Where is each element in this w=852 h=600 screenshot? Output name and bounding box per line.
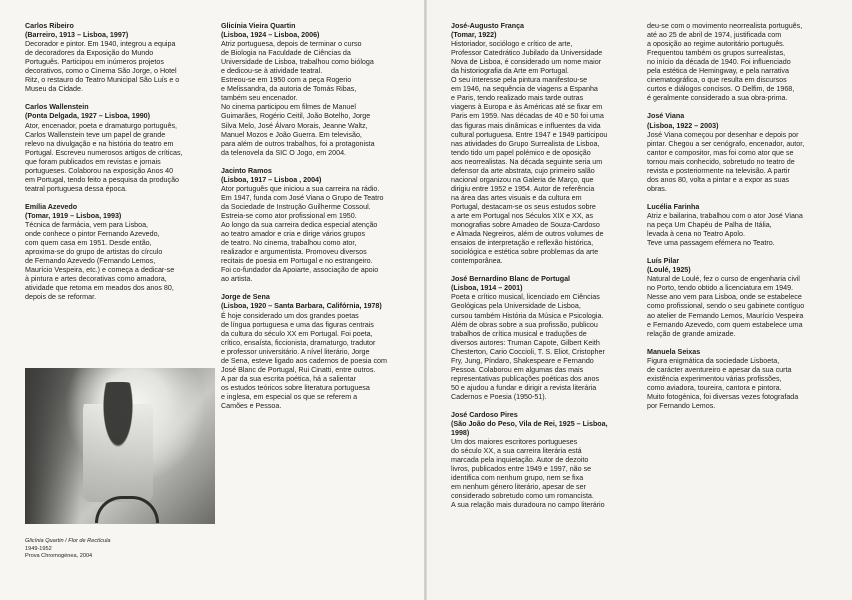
entry-bio: Atriz portuguesa, depois de terminar o curso de Biologia na Faculdade de Ciências da Universidade de Lisboa, trabalhou como bióloga e dedicou-se à atividade teatral. Estreou-se em 1950 com a peça Rogerio e Melissandra, da autoria de Tomás Ribas, também seu encenador. No cinema participou em filmes de Manuel Guimarães, Rogério Ceitil, João Botelho, Jorge Silva Melo, José Álvaro Morais, Jeanne Waltz, Manuel Mozos e João Guerra. Em televisão, para além de outros trabalhos, foi a protagonista da telenovela da SIC O Jogo, em 2004. [221, 40, 375, 157]
entry-bio: Poeta e crítico musical, licenciado em Ciências Geológicas pela Universidade de Lisboa, cursou também História da Música e Psicologia. Além de obras sobre a sua profissão, publicou trabalhos de crítica musical e traduções de diversos autores: Truman Capote, Gilbert Keith Chesterton, Cario Coccioli, T. S. Eliot, Cristopher Fry, Jung, Píndaro, Shakespeare e Fernando Pessoa. Colaborou em algumas das mais representativas publicações poéticas dos anos 50 e ajudou a fundar e dirigir a revista literária Cadernos e Poesia (1950-51). [451, 293, 605, 401]
caption-title: Glicínia Quartin / Flor de Rectícula [25, 538, 111, 544]
bio-entry-emilia-azevedo [25, 203, 217, 303]
bio-entry-jorge-de-sena [221, 293, 417, 411]
entry-bio: Natural de Loulé, fez o curso de engenharia civil no Porto, tendo obtido a licenciatura em 1949. Nesse ano vem para Lisboa, onde se estabelece como profissional, sendo o seu gabinete contíguo ao atelier de Fernando Lemos, Maurício Vespeira e Fernando Azevedo, com quem estabelece uma relação de grande amizade. [647, 275, 805, 338]
entry-dates: (Tomar, 1922) [451, 31, 497, 40]
entry-name: Glicínia Vieira Quartin [221, 22, 296, 30]
entry-name: Jacinto Ramos [221, 166, 272, 175]
entry-dates: (Lisboa, 1924 – Lisboa, 2006) [221, 31, 320, 40]
bio-entry-lucelia-farinha [647, 203, 839, 248]
photograph [25, 368, 215, 524]
bio-entry-carlos-ribeiro [25, 22, 217, 94]
entry-bio: Decorador e pintor. Em 1940, integrou a equipa de decoradores da Exposição do Mundo Português. Participou em inúmeros projetos decorativos, como o Cinema São Jorge, o Hotel Ritz, o restauro do Teatro Municipal São Luís e o Museu da Cidade. [25, 40, 180, 94]
caption-years: 1949-1952 [25, 545, 52, 552]
bio-entry-blanc-de-portugal [451, 275, 641, 402]
entry-bio: Atriz e bailarina, trabalhou com o ator José Viana na peça Um Chapéu de Palha de Itália, levada à cena no Teatro Apolo. Teve uma passagem efémera no Teatro. [647, 211, 803, 248]
entry-name: José-Augusto França [451, 22, 525, 30]
column-3 [451, 22, 641, 520]
bio-entry-luis-pilar [647, 257, 839, 338]
entry-dates: (Ponta Delgada, 1927 – Lisboa, 1990) [25, 112, 151, 121]
entry-dates: (Lisboa, 1914 – 2001) [451, 284, 523, 293]
bio-entry-carlos-wallenstein [25, 103, 217, 193]
photo-caption [25, 538, 215, 561]
column-1 [25, 22, 217, 312]
entry-bio: Figura enigmática da sociedade Lisboeta, de carácter aventureiro e apesar da sua curta existência experimentou várias profissões, como aviadora, toureira, cantora e pintora. Muito fotogénica, foi diversas vezes fotografada por Fernando Lemos. [647, 356, 799, 410]
entry-name: José Cardoso Pires [451, 411, 518, 420]
bio-entry-jose-viana [647, 112, 839, 193]
caption-print: Prova Chromogénea, 2004 [25, 553, 93, 560]
entry-bio: É hoje considerado um dos grandes poetas de língua portuguesa e uma das figuras centrais da cultura do século XX em Portugal. Foi poeta, crítico, ensaísta, ficcionista, dramaturgo, tradutor e professor universitário. A nível literário, Jorge de Sena, esteve ligado aos cadernos de poesia com José Blanc de Portugal, Rui Cinatti, entre outros. A par da sua escrita poética, há a salientar os estudos teóricos sobre literatura portuguesa e inglesa, em especial os que se referem a Camões e Pessoa. [221, 311, 387, 410]
column-2 [221, 22, 417, 420]
bio-entry-glicinia-quartin [221, 22, 417, 158]
bio-entry-manuela-seixas [647, 348, 839, 411]
entry-dates: (São João do Peso, Vila de Rei, 1925 – Lisboa, 1998) [451, 420, 608, 438]
entry-name: Manuela Seixas [647, 347, 701, 356]
bio-entry-jacinto-ramos [221, 167, 417, 285]
entry-bio: Técnica de farmácia, vem para Lisboa, onde conhece o pintor Fernando Azevedo, com quem casa em 1951. Desde então, aproxima-se do grupo de artistas do círculo de Fernando Azevedo (Fernando Lemos, Maurício Vespeira, etc.) e começa a dedicar-se à pintura e artes decorativas como amadora, atividade que retoma em meados dos anos 80, depois de se reformar. [25, 221, 175, 302]
bio-entry-jose-augusto-franca [451, 22, 641, 266]
entry-dates: (Lisboa, 1917 – Lisboa , 2004) [221, 175, 322, 184]
photo-shadow [25, 368, 80, 524]
entry-name: Jorge de Sena [221, 293, 270, 302]
entry-bio: Historiador, sociólogo e crítico de arte, Professor Catedrático Jubilado da Universidade Nova de Lisboa, é considerado um nome maior da historiografia da Arte em Portugal. O seu interesse pela pintura manifestou-se em 1946, na sequência de viagens a Espanha e Paris, tendo realizado mais tarde outras viagens à Europa e às Américas até se fixar em Paris em 1959. Nas décadas de 40 e 50 foi uma das figuras mais dinâmicas e influentes da vida cultural portuguesa. Entre 1947 e 1949 participou nas atividades do Grupo Surrealista de Lisboa, tendo tido um papel polémico e de oposição aos neorrealistas. Na década seguinte seria um defensor da arte abstrata, cujo primeiro salão nacional organizou na Galeria de Março, que dirigiu entre 1952 e 1954. Autor de referência na área das artes visuais e da cultura em Portugal, destacam-se os seus estudos sobre a arte em Portugal nos Séculos XIX e XX, as monografias sobre Amadeo de Souza-Cardoso e Almada Negreiros, além de outros volumes de ensaios de interpretação e reflexão histórica, sociológica e estética sobre problemas da arte contemporânea. [451, 40, 608, 266]
entry-dates: (Lisboa, 1922 – 2003) [647, 121, 719, 130]
entry-bio: deu-se com o movimento neorrealista português, até ao 25 de abril de 1974, justificada com a oposição ao regime autoritário português. Frequentou também os grupos surrealistas, no início da década de 1940. Foi influenciado pela estética de Hemingway, e pela narrativa cinematográfica, o que resulta em discursos curtos e diálogos concisos. O Delfim, de 1968, é geralmente considerado a sua obra-prima. [647, 22, 803, 103]
entry-dates: (Tomar, 1919 – Lisboa, 1993) [25, 211, 122, 220]
bio-entry-cardoso-pires-continued [647, 22, 839, 103]
page-fold [424, 0, 427, 600]
entry-dates: (Loulé, 1925) [647, 266, 691, 275]
entry-name: José Viana [647, 112, 685, 121]
entry-bio: Ator, encenador, poeta e dramaturgo português, Carlos Wallenstein teve um papel de grande relevo na divulgação e na história do teatro em Portugal. Escreveu numerosos artigos de críticas, que foram publicados em revistas e jornais portugueses. Colaborou na exposição Anos 40 em Portugal, tendo feito a pesquisa da produção teatral portuguesa dessa época. [25, 121, 183, 193]
entry-bio: Um dos maiores escritores portugueses do século XX, a sua carreira literária está marcada pela inquietação. Autor de dezoito livros, publicados entre 1949 e 1997, não se identifica com nenhum grupo, nem se fixa em nenhum género literário, apesar de ser considerado sobretudo como um romancista. A sua relação mais duradoura no campo literário [451, 438, 605, 510]
entry-name: José Bernardino Blanc de Portugal [451, 275, 571, 284]
entry-name: Emília Azevedo [25, 202, 78, 211]
entry-dates: (Barreiro, 1913 – Lisboa, 1997) [25, 31, 129, 40]
bio-entry-jose-cardoso-pires [451, 411, 641, 511]
entry-name: Carlos Ribeiro [25, 22, 74, 30]
entry-name: Carlos Wallenstein [25, 103, 89, 112]
column-4 [647, 22, 839, 420]
entry-name: Luís Pilar [647, 257, 680, 266]
entry-bio: José Viana começou por desenhar e depois por pintar. Chegou a ser cenógrafo, encenador, autor, cantor e compositor, mas foi como ator que se tornou mais conhecido, sobretudo no teatro de revista e posteriormente na televisão. A partir dos anos 80, volta a pintar e a expor as suas obras. [647, 130, 805, 193]
photo-figure [83, 382, 153, 502]
entry-name: Lucélia Farinha [647, 202, 700, 211]
entry-bio: Ator português que iniciou a sua carreira na rádio. Em 1947, funda com José Viana o Grupo de Teatro da Sociedade de Instrução Guilherme Cossoul. Estreia-se como ator profissional em 1950. Ao longo da sua carreira dedica especial atenção ao teatro amador e cria e dirige vários grupos de teatro. No cinema, trabalhou como ator, realizador e argumentista. Promoveu diversos recitais de poesia em Portugal e no estrangeiro. Foi co-fundador da Apoiarte, associação de apoio ao artista. [221, 184, 384, 284]
entry-dates: (Lisboa, 1920 – Santa Barbara, Califórnia, 1978) [221, 302, 382, 311]
